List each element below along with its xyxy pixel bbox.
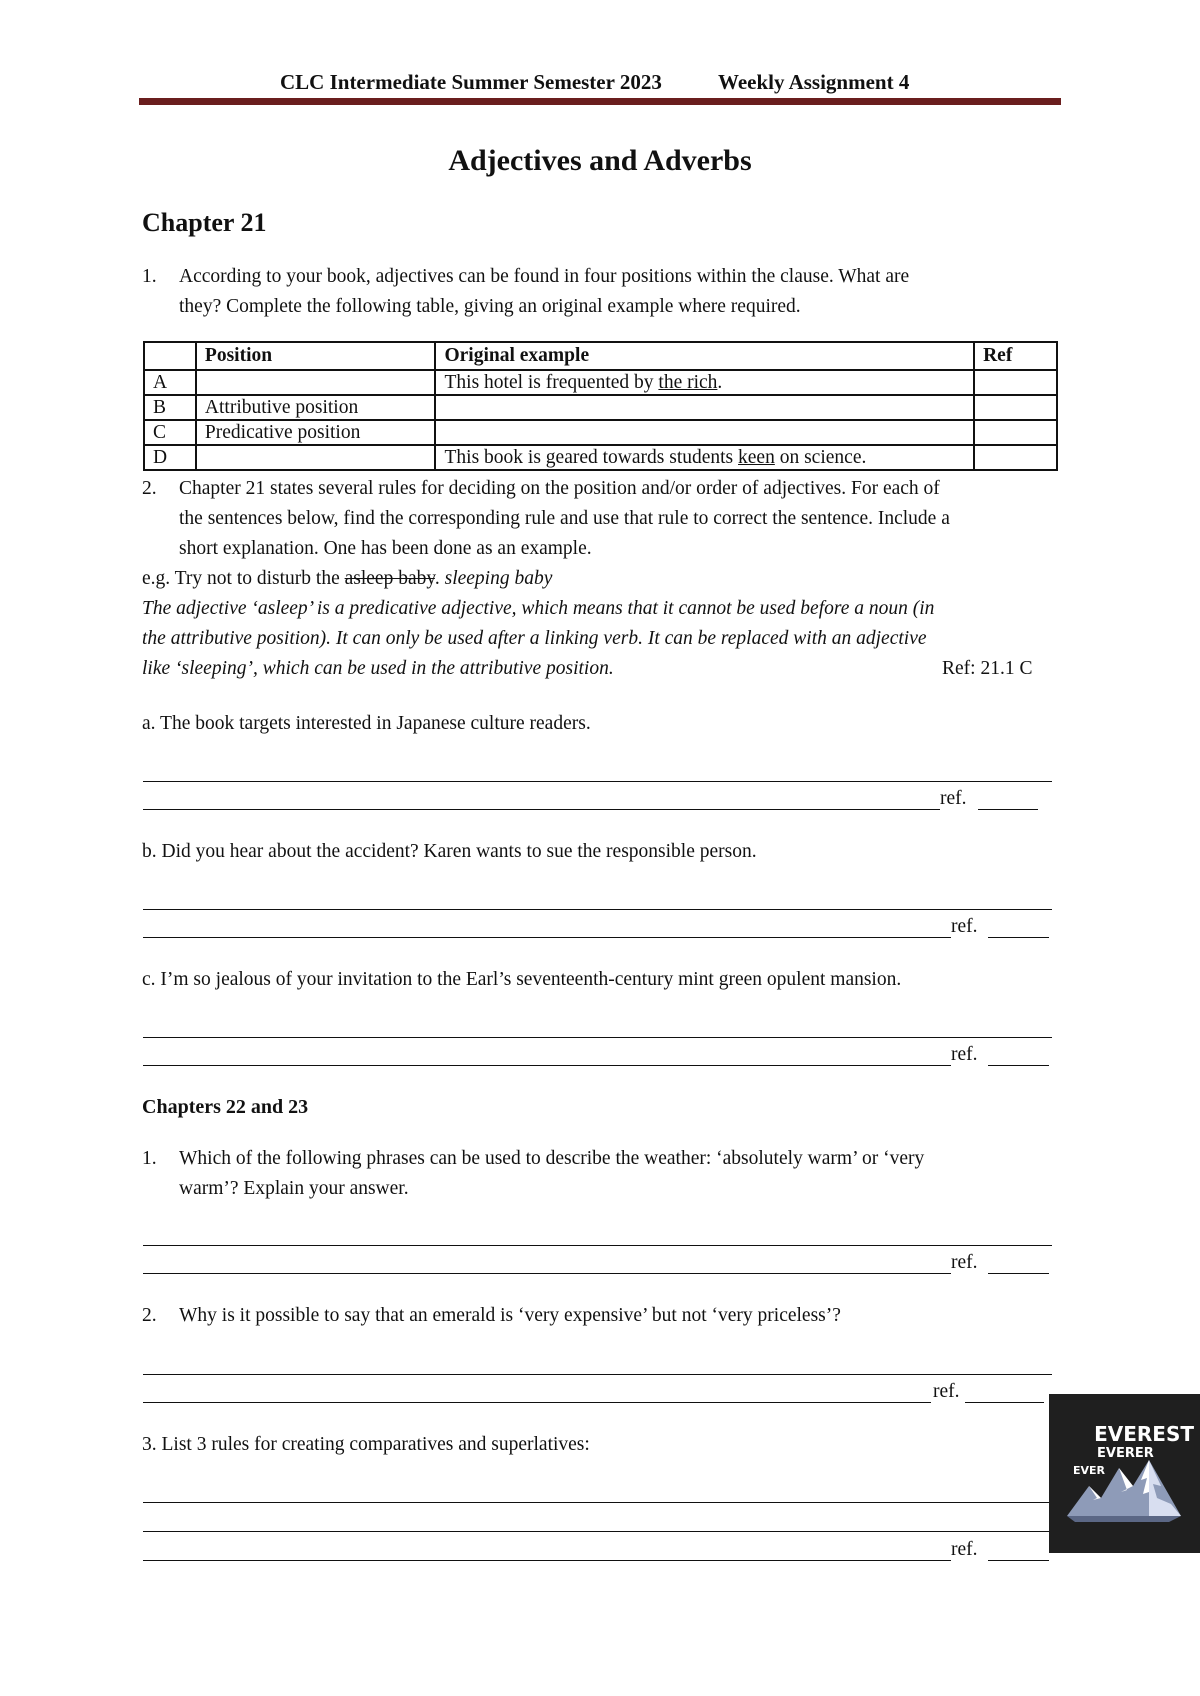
row-label: B [144, 395, 196, 420]
table-header [144, 342, 196, 370]
ref-label: ref. [940, 788, 967, 809]
answer-line[interactable] [143, 1560, 951, 1561]
example-explanation-2: the attributive position). It can only be used after a linking verb. It can be replaced with an adjective [142, 628, 927, 649]
question-3b: 3. List 3 rules for creating comparatives and superlatives: [142, 1434, 590, 1455]
ref-cell[interactable] [974, 370, 1057, 395]
question-number: 2. [142, 478, 157, 499]
question-number: 2. [142, 1305, 157, 1326]
example-ref: Ref: 21.1 C [942, 658, 1033, 679]
ref-cell[interactable] [974, 395, 1057, 420]
answer-line[interactable] [143, 937, 951, 938]
ref-line[interactable] [988, 1273, 1049, 1274]
position-cell[interactable] [196, 445, 436, 470]
page-title: Adjectives and Adverbs [448, 144, 752, 177]
ref-line[interactable] [988, 937, 1049, 938]
answer-line[interactable] [143, 1065, 951, 1066]
answer-line[interactable] [143, 909, 1052, 910]
logo-text-small: EVER [1073, 1464, 1106, 1477]
ref-label: ref. [951, 916, 978, 937]
example-explanation-3-row [142, 654, 1067, 684]
table-header: Original example [435, 342, 974, 370]
table-header: Ref [974, 342, 1057, 370]
position-cell[interactable] [196, 370, 436, 395]
chapter-21-heading: Chapter 21 [142, 208, 267, 237]
positions-table [143, 341, 1058, 471]
ref-line[interactable] [978, 809, 1038, 810]
row-label: C [144, 420, 196, 445]
question-2b [142, 1301, 1062, 1331]
example-cell[interactable] [435, 395, 974, 420]
chapters-22-23-heading: Chapters 22 and 23 [142, 1096, 309, 1118]
row-label: A [144, 370, 196, 395]
question-1-line-2: they? Complete the following table, giving an original example where required. [179, 296, 801, 317]
answer-line[interactable] [143, 1502, 1052, 1503]
question-2-line-3: short explanation. One has been done as an example. [179, 538, 592, 559]
table-row [144, 395, 1057, 420]
question-number: 1. [142, 1148, 157, 1169]
question-1-line-1: According to your book, adjectives can be found in four positions within the clause. What are [179, 266, 910, 287]
question-2-line-2: the sentences below, find the corresponding rule and use that rule to correct the sentence. Include a [179, 508, 950, 529]
answer-line[interactable] [143, 1037, 1052, 1038]
question-2b-line-1: Why is it possible to say that an emerald is ‘very expensive’ but not ‘very priceless’? [179, 1305, 841, 1326]
answer-line[interactable] [143, 1245, 1052, 1246]
everest-logo [1049, 1394, 1200, 1553]
mountain-icon [1049, 1394, 1200, 1553]
ref-line[interactable] [965, 1402, 1044, 1403]
answer-line[interactable] [143, 1374, 1052, 1375]
example-sentence: e.g. Try not to disturb the asleep baby. sleeping baby [142, 568, 553, 589]
item-b: b. Did you hear about the accident? Karen wants to sue the responsible person. [142, 841, 757, 862]
table-header-row [144, 342, 1057, 370]
ref-label: ref. [951, 1539, 978, 1560]
table-row [144, 445, 1057, 470]
ref-label: ref. [951, 1044, 978, 1065]
question-1b [142, 1144, 1062, 1204]
answer-line[interactable] [143, 781, 1052, 782]
answer-line[interactable] [143, 809, 940, 810]
ref-cell[interactable] [974, 420, 1057, 445]
example-cell[interactable]: This hotel is frequented by the rich. [435, 370, 974, 395]
item-a: a. The book targets interested in Japanese culture readers. [142, 713, 591, 734]
worked-example [142, 564, 1067, 684]
table-row [144, 420, 1057, 445]
question-1 [142, 262, 1062, 322]
answer-line[interactable] [143, 1273, 951, 1274]
example-explanation-3: like ‘sleeping’, which can be used in the attributive position. [142, 658, 614, 679]
ref-label: ref. [951, 1252, 978, 1273]
example-cell[interactable] [435, 420, 974, 445]
example-explanation-1: The adjective ‘asleep’ is a predicative adjective, which means that it cannot be used before a noun (in [142, 598, 935, 619]
table-row [144, 370, 1057, 395]
logo-text-medium: EVERER [1097, 1446, 1154, 1461]
header-assignment: Weekly Assignment 4 [718, 70, 910, 94]
example-cell: This book is geared towards students keen on science. [435, 445, 974, 470]
item-c: c. I’m so jealous of your invitation to the Earl’s seventeenth-century mint green opulent mansion. [142, 969, 902, 990]
answer-line[interactable] [143, 1531, 1052, 1532]
ref-line[interactable] [988, 1560, 1049, 1561]
table-header: Position [196, 342, 436, 370]
question-2-line-1: Chapter 21 states several rules for deciding on the position and/or order of adjectives. For each of [179, 478, 940, 499]
position-cell: Predicative position [196, 420, 436, 445]
question-1b-line-2: warm’? Explain your answer. [179, 1178, 409, 1199]
answer-line[interactable] [143, 1402, 931, 1403]
position-cell: Attributive position [196, 395, 436, 420]
row-label: D [144, 445, 196, 470]
question-1b-line-1: Which of the following phrases can be used to describe the weather: ‘absolutely warm’ or ‘very [179, 1148, 925, 1169]
logo-text-large: EVEREST [1094, 1422, 1194, 1446]
ref-label: ref. [933, 1381, 960, 1402]
question-number: 1. [142, 266, 157, 287]
ref-line[interactable] [988, 1065, 1049, 1066]
ref-cell[interactable] [974, 445, 1057, 470]
question-2 [142, 474, 1067, 564]
header-rule [139, 98, 1061, 105]
header-course: CLC Intermediate Summer Semester 2023 [280, 70, 662, 94]
